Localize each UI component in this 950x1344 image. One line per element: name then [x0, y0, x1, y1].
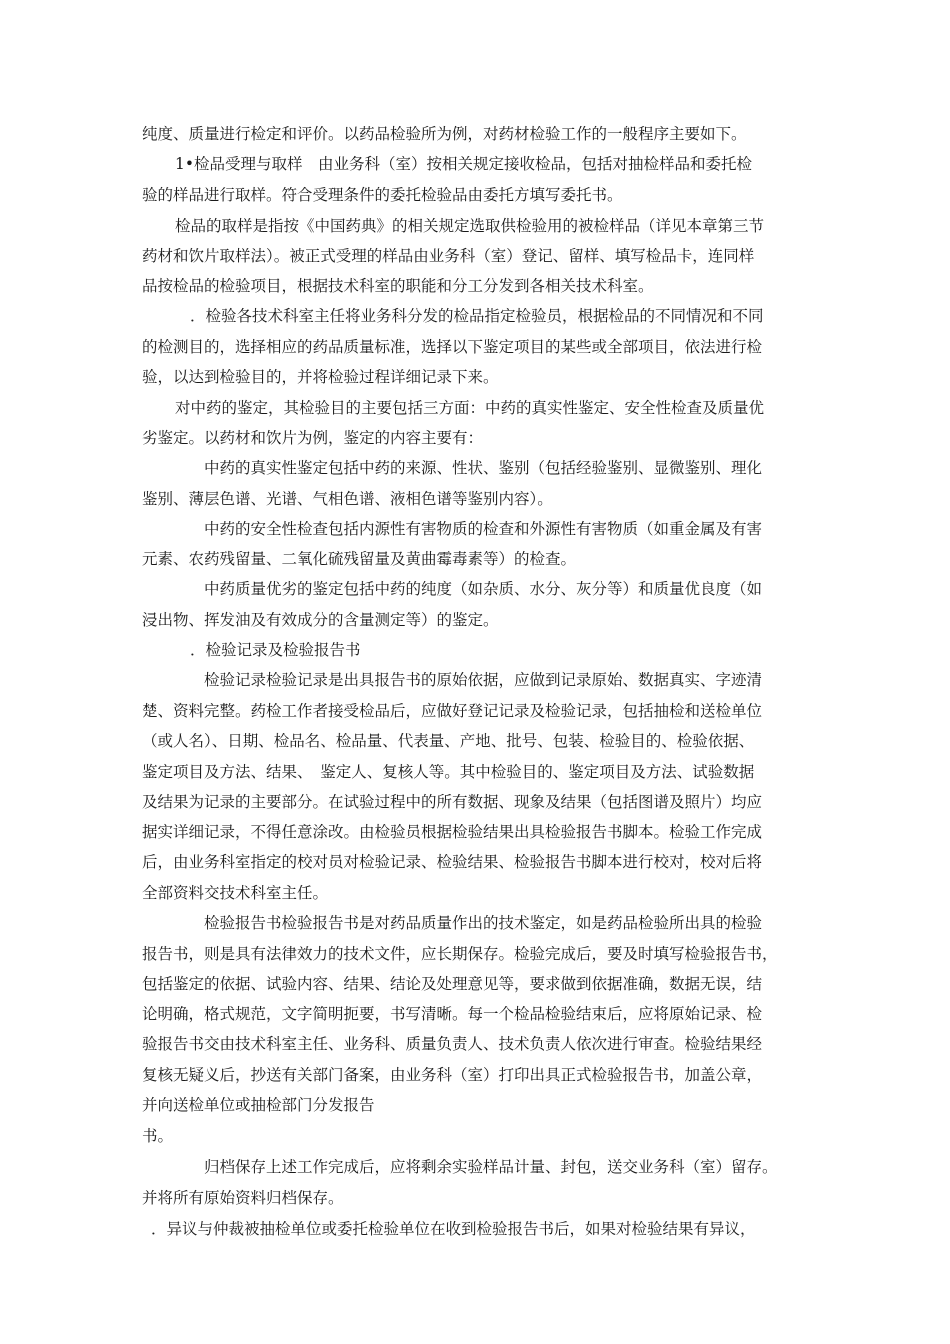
- text-line: ．异议与仲裁被抽检单位或委托检验单位在收到检验报告书后，如果对检验结果有异议，: [151, 1220, 756, 1238]
- text-line: 鉴别、薄层色谱、光谱、气相色谱、液相色谱等鉴别内容）。: [142, 490, 553, 508]
- text-line: 验报告书交由技术科室主任、业务科、质量负责人、技术负责人依次进行审查。检验结果经: [142, 1035, 763, 1053]
- text-line: 复核无疑义后，抄送有关部门备案，由业务科（室）打印出具正式检验报告书，加盖公章，: [142, 1066, 763, 1084]
- text-line: 并向送检单位或抽检部门分发报告: [142, 1096, 375, 1114]
- text-line: 及结果为记录的主要部分。在试验过程中的所有数据、现象及结果（包括图谱及照片）均应: [142, 793, 763, 811]
- text-line: 鉴定项目及方法、结果、 鉴定人、复核人等。其中检验目的、鉴定项目及方法、试验数据: [142, 763, 755, 781]
- text-line: 报告书，则是具有法律效力的技术文件，应长期保存。检验完成后，要及时填写检验报告书，: [142, 945, 778, 963]
- text-line: 的检测目的，选择相应的药品质量标准，选择以下鉴定项目的某些或全部项目，依法进行检: [142, 338, 763, 356]
- text-line: 验，以达到检验目的，并将检验过程详细记录下来。: [142, 368, 499, 386]
- text-line: 后，由业务科室指定的校对员对检验记录、检验结果、检验报告书脚本进行校对，校对后将: [142, 853, 763, 871]
- text-line: 检品的取样是指按《中国药典》的相关规定选取供检验用的被检样品（详见本章第三节: [175, 217, 765, 235]
- text-line: 药材和饮片取样法）。被正式受理的样品由业务科（室）登记、留样、填写检品卡，连同样: [142, 247, 755, 265]
- text-line: 归档保存上述工作完成后，应将剩余实验样品计量、封包，送交业务科（室）留存。: [204, 1158, 778, 1176]
- text-line: 劣鉴定。以药材和饮片为例，鉴定的内容主要有：: [142, 429, 484, 447]
- text-line: 中药的安全性检查包括内源性有害物质的检查和外源性有害物质（如重金属及有害: [204, 520, 763, 538]
- text-line: 中药质量优劣的鉴定包括中药的纯度（如杂质、水分、灰分等）和质量优良度（如: [204, 580, 763, 598]
- text-line: ．检验各技术科室主任将业务科分发的检品指定检验员，根据检品的不同情况和不同: [190, 307, 764, 325]
- text-line: ．检验记录及检验报告书: [190, 641, 361, 659]
- text-line: 验的样品进行取样。符合受理条件的委托检验品由委托方填写委托书。: [142, 186, 623, 204]
- text-line: 书。: [142, 1127, 174, 1145]
- text-line: （或人名）、日期、检品名、检品量、代表量、产地、批号、包装、检验目的、检验依据、: [142, 732, 755, 750]
- text-line: 元素、农药残留量、二氧化硫残留量及黄曲霉毒素等）的检查。: [142, 550, 577, 568]
- text-line: 楚、资料完整。药检工作者接受检品后，应做好登记记录及检验记录，包括抽检和送检单位: [142, 702, 763, 720]
- text-line: 全部资料交技术科室主任。: [142, 884, 329, 902]
- text-line: 纯度、质量进行检定和评价。以药品检验所为例，对药材检验工作的一般程序主要如下。: [142, 125, 747, 143]
- text-line: 1•检品受理与取样 由业务科（室）按相关规定接收检品，包括对抽检样品和委托检: [175, 155, 753, 173]
- text-line: 据实详细记录，不得任意涂改。由检验员根据检验结果出具检验报告书脚本。检验工作完成: [142, 823, 763, 841]
- text-line: 检验报告书检验报告书是对药品质量作出的技术鉴定，如是药品检验所出具的检验: [204, 914, 763, 932]
- text-line: 并将所有原始资料归档保存。: [142, 1189, 344, 1207]
- text-line: 品按检品的检验项目，根据技术科室的职能和分工分发到各相关技术科室。: [142, 277, 654, 295]
- text-line: 中药的真实性鉴定包括中药的来源、性状、鉴别（包括经验鉴别、显微鉴别、理化: [204, 459, 763, 477]
- text-line: 包括鉴定的依据、试验内容、结果、结论及处理意见等，要求做到依据准确，数据无误，结: [142, 975, 763, 993]
- text-line: 论明确，格式规范，文字简明扼要，书写清晰。每一个检品检验结束后，应将原始记录、检: [142, 1005, 763, 1023]
- text-line: 检验记录检验记录是出具报告书的原始依据，应做到记录原始、数据真实、字迹清: [204, 671, 763, 689]
- text-line: 对中药的鉴定，其检验目的主要包括三方面：中药的真实性鉴定、安全性检查及质量优: [175, 399, 765, 417]
- text-line: 浸出物、挥发油及有效成分的含量测定等）的鉴定。: [142, 611, 499, 629]
